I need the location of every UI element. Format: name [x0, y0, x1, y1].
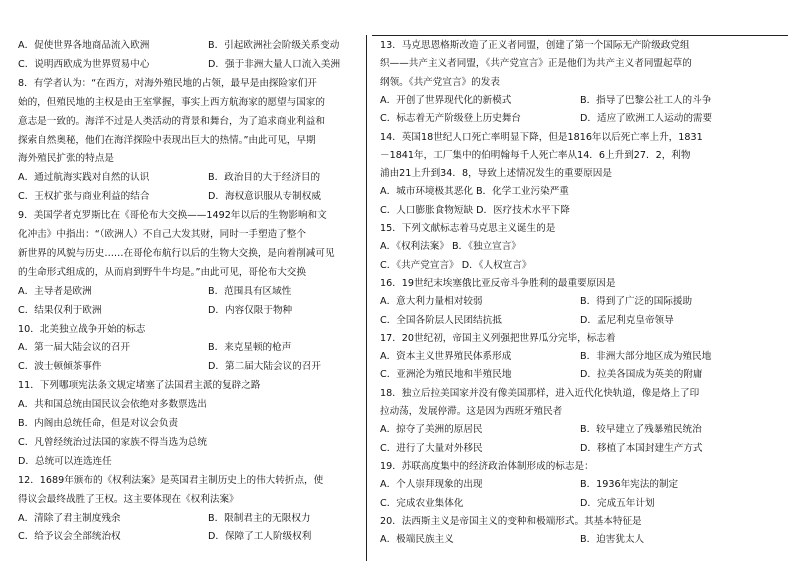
text-line: A．主导者是欧洲 — [18, 285, 92, 297]
text-line: C．亚洲沦为殖民地和半殖民地 — [380, 369, 512, 381]
text-line: A．第一届大陆会议的召开 — [18, 342, 131, 354]
option-b: B．引起欧洲社会阶级关系变动 — [208, 40, 340, 51]
text-line: A．意大利力量相对较弱 — [380, 296, 483, 308]
text-line: C．标志着无产阶级登上历史舞台 — [380, 113, 522, 125]
option-b: D．海权意识服从专制权威 — [208, 191, 321, 203]
text-line: 9．美国学者克罗斯比在《哥伦布大交换——1492年以后的生物影响和文 — [18, 210, 327, 222]
text-line: 17．20世纪初，帝国主义列强把世界瓜分完毕，标志着 — [380, 332, 616, 344]
text-line: D．总统可以连选连任 — [18, 455, 112, 467]
option-b: D．强于非洲大量人口流入美洲 — [208, 58, 341, 70]
text-line: 拉动荡，发展停滞。这是因为西班牙殖民者 — [380, 406, 563, 417]
text-line: 12．1689年颁布的《权利法案》是英国君主制历史上的伟大转折点，使 — [18, 474, 324, 486]
text-line: C．给予议会全部统治权 — [18, 531, 121, 543]
text-line: C．王权扩张与商业利益的结合 — [18, 191, 150, 203]
option-b: D．孟尼利克皇帝领导 — [580, 314, 674, 326]
text-line: A．开创了世界现代化的新模式 — [380, 94, 512, 106]
option-b: B．范围具有区域性 — [208, 285, 292, 297]
text-line: B．内阁由总统任命，但是对议会负责 — [18, 418, 179, 429]
option-b: D．完成五年计划 — [580, 497, 655, 509]
text-line: 11．下列哪项宪法条文规定堵塞了法国君主派的复辟之路 — [18, 380, 261, 392]
text-line: C．完成农业集体化 — [380, 497, 464, 509]
option-b: D．内容仅限于物种 — [208, 304, 293, 316]
text-line: 10．北美独立战争开始的标志 — [18, 323, 146, 335]
text-line: 13．马克思恩格斯改造了正义者同盟，创建了第一个国际无产阶级政党组 — [380, 40, 690, 51]
text-line: 新世界的风貌与历史……在哥伦布航行以后的生物大交换，是向着削减可见 — [18, 247, 335, 259]
option-b: D．保障了工人阶级权利 — [208, 531, 312, 543]
text-line: 18．独立后拉美国家并没有像美国那样，进入近代化快轨道，像是烙上了印 — [380, 387, 700, 399]
text-line: C．结果仅利于欧洲 — [18, 304, 102, 316]
text-line: 意志是一致的。海洋不过是人类活动的背景和舞台，为了追求商业利益和 — [18, 115, 325, 127]
text-line: 19．苏联高度集中的经济政治体制形成的标志是： — [380, 460, 594, 472]
text-line: C．进行了大量对外移民 — [380, 442, 483, 454]
text-line: A．《权利法案》 B．《独立宣言》 — [380, 241, 521, 253]
option-b: D．拉美各国成为英美的附庸 — [580, 369, 703, 381]
option-b: B．较早建立了残暴殖民统治 — [580, 424, 702, 436]
text-line: C．《共产党宣言》 D．《人权宣言》 — [380, 259, 532, 271]
text-line: A．资本主义世界殖民体系形成 — [380, 351, 512, 363]
left-column — [0, 0, 360, 561]
text-line: 纲领。《共产党宣言》的发表 — [380, 76, 500, 88]
text-line: 始的，但殖民地的主权是由王室掌握，事实上西方航海家的愿望与国家的 — [18, 96, 325, 108]
option-b: B．指导了巴黎公社工人的斗争 — [580, 94, 712, 106]
text-line: 8．有学者认为：“在西方，对海外殖民地的占领，最早是由探险家们开 — [18, 77, 317, 89]
text-line: C．人口膨胀食物短缺 D．医疗技术水平下降 — [380, 204, 570, 216]
text-line: A．极端民族主义 — [380, 534, 454, 546]
text-line: 探索自然奥秘，他们在海洋探险中表现出巨大的热情。”由此可见，早期 — [18, 134, 316, 146]
column-divider — [366, 35, 367, 561]
text-line: A．个人崇拜现象的出现 — [380, 479, 483, 491]
text-line: 织——共产主义者同盟，《共产党宣言》正是他们为共产主义者同盟起草的 — [380, 58, 692, 70]
text-line: 的生命形式组成的，从而肩到野牛牛均是。”由此可见，哥伦布大交换 — [18, 266, 306, 278]
option-b: B．得到了广泛的国际援助 — [580, 296, 693, 308]
text-line: 得议会最终战胜了王权。这主要体现在《权利法案》 — [18, 493, 239, 505]
option-b: B．迫害犹太人 — [580, 534, 645, 546]
text-line: －1841年，工厂集中的伯明翰每千人死亡率从14．6上升到27．2，利物 — [380, 149, 691, 161]
option-b: B．1936年宪法的制定 — [580, 479, 679, 491]
text-line: 16．19世纪末埃塞俄比亚反帝斗争胜利的最重要原因是 — [380, 277, 616, 289]
right-column — [372, 0, 788, 561]
option-b: B．限制君主的无限权力 — [208, 512, 311, 524]
option-b: B．非洲大部分地区成为殖民地 — [580, 351, 712, 363]
option-b: D．移植了本国封建生产方式 — [580, 442, 703, 454]
text-line: A．城市环境极其恶化 B．化学工业污染严重 — [380, 186, 569, 198]
text-line: C．全国各阶层人民团结抗抵 — [380, 314, 502, 326]
text-line: C．凡曾经统治过法国的家族不得当选为总统 — [18, 436, 207, 448]
option-b: B．政治目的大于经济目的 — [208, 172, 321, 184]
text-line: A．促使世界各地商品流入欧洲 — [18, 40, 150, 51]
text-line: 15．下列文献标志着马克思主义诞生的是 — [380, 223, 556, 234]
option-b: D．适应了欧洲工人运动的需要 — [580, 113, 713, 125]
text-line: A．共和国总统由国民议会依绝对多数票选出 — [18, 399, 207, 411]
text-line: C．说明西欧成为世界贸易中心 — [18, 58, 150, 70]
text-line: 20．法西斯主义是帝国主义的变种和极端形式。其基本特征是 — [380, 515, 642, 527]
text-line: 14．英国18世纪人口死亡率明显下降，但是1816年以后死亡率上升，1831 — [380, 131, 703, 143]
text-line: 海外殖民扩张的特点是 — [18, 153, 114, 165]
text-line: 浦由21上升到34．8，导致上述情况发生的重要原因是 — [380, 168, 612, 180]
text-line: 化冲击》中指出：“（欧洲人）不自己大发其财，同时一手塑造了整个 — [18, 229, 306, 240]
option-b: D．第二届大陆会议的召开 — [208, 361, 321, 373]
text-line: A．通过航海实践对自然的认识 — [18, 172, 150, 184]
text-line: A．掠夺了美洲的原居民 — [380, 424, 483, 436]
option-b: B．来克星顿的枪声 — [208, 342, 292, 354]
text-line: A．清除了君主制度残余 — [18, 512, 121, 524]
text-line: C．波士顿倾茶事件 — [18, 361, 102, 373]
